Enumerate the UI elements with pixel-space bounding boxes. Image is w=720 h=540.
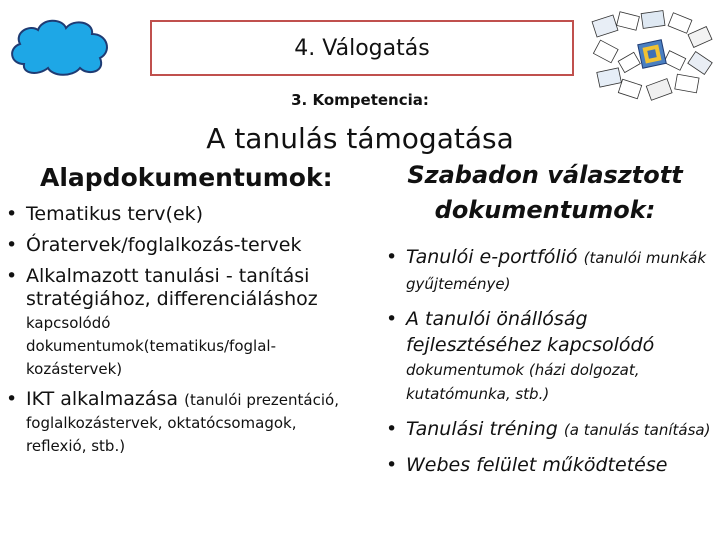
competency-label: 3. Kompetencia: — [291, 91, 429, 109]
list-item: • Webes felület működtetése — [386, 454, 668, 476]
right-heading: Szabadon választott dokumentumok: — [407, 161, 683, 224]
bullet-icon: • — [386, 454, 398, 476]
list-item: • Tanulási tréning (a tanulás tanítása) — [386, 418, 711, 440]
list-item: • Alkalmazott tanulási - tanítási stratégiához, differenciáláshoz kapcsolódó dokumentumok(tematikus/foglal-kozástervek) — [6, 265, 318, 378]
left-heading: Alapdokumentumok: — [40, 163, 333, 192]
right-list — [380, 244, 715, 488]
list-item: • IKT alkalmazása (tanulói prezentáció, foglalkozástervek, oktatócsomagok, reflexió, stb.) — [6, 388, 339, 455]
main-title: A tanulás támogatása — [206, 122, 514, 155]
bullet-icon: • — [386, 418, 398, 440]
list-item: • Tematikus terv(ek) — [6, 203, 204, 225]
title-box — [150, 20, 574, 76]
bullet-icon: • — [6, 388, 18, 410]
list-item: • A tanulói önállóság fejlesztéséhez kapcsolódó dokumentumok (házi dolgozat, kutatómunka, stb.) — [386, 308, 655, 403]
bullet-icon: • — [6, 203, 18, 225]
left-list — [0, 203, 355, 465]
bullet-icon: • — [6, 265, 18, 287]
slide-title: 4. Válogatás — [294, 35, 430, 61]
list-item: • Óratervek/foglalkozás-tervek — [6, 234, 302, 256]
list-item: • Tanulói e-portfólió (tanulói munkák gyűjteménye) — [386, 246, 707, 293]
document-collage-image — [590, 10, 714, 102]
cloud-shape — [4, 14, 116, 78]
bullet-icon: • — [6, 234, 18, 256]
bullet-icon: • — [386, 308, 398, 330]
bullet-icon: • — [386, 246, 398, 268]
